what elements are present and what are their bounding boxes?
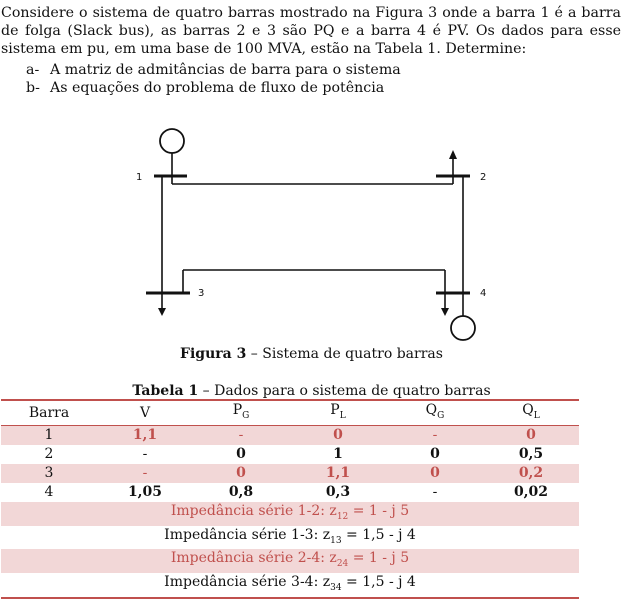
impedance-row — [1, 502, 579, 526]
cell-barra: 3 — [44, 465, 54, 482]
cell-pg: 0 — [236, 446, 246, 463]
cell-pl: 1,1 — [325, 465, 351, 482]
generator-bus-1-icon — [160, 129, 184, 153]
cell-pl: 0 — [333, 427, 343, 444]
four-bus-diagram — [0, 120, 623, 345]
table-row — [1, 445, 579, 464]
figure-caption-label: Figura 3 — [180, 346, 247, 362]
item-label: b- — [26, 80, 40, 96]
load-arrow-bus-4-icon — [441, 308, 449, 316]
generator-bus-4-icon — [451, 316, 475, 340]
figure-caption — [0, 346, 623, 362]
list-item — [26, 79, 401, 97]
cell-v: - — [142, 446, 148, 463]
cell-pl: 0,3 — [325, 484, 351, 501]
impedance-cell: Impedância série 2-4: $z_{24} = 1 - j$ 5 — [170, 550, 410, 570]
cell-pg: 0,8 — [228, 484, 254, 501]
table-header-row — [1, 400, 579, 425]
cell-pl: 1 — [333, 446, 343, 463]
cell-qg: - — [432, 484, 438, 501]
list-item — [26, 61, 401, 79]
bus-label-1: 1 — [136, 172, 143, 183]
bus-label-3: 3 — [198, 288, 205, 299]
figure-caption-text: – Sistema de quatro barras — [246, 346, 443, 362]
impedance-row — [1, 549, 579, 573]
col-pl: $P_L$ — [330, 402, 346, 421]
cell-barra: 4 — [44, 484, 54, 501]
impedance-row — [1, 526, 579, 550]
col-ql: $Q_L$ — [522, 402, 540, 421]
table-row — [1, 425, 579, 445]
table-row — [1, 483, 579, 502]
cell-v: - — [142, 465, 148, 482]
bus-data-table — [1, 399, 579, 599]
item-text: As equações do problema de fluxo de potência — [50, 80, 385, 96]
cell-ql: 0,02 — [513, 484, 549, 501]
question-list — [26, 61, 401, 97]
cell-qg: 0 — [430, 446, 440, 463]
cell-barra: 1 — [44, 427, 54, 444]
impedance-row — [1, 573, 579, 598]
col-v: V — [139, 404, 151, 421]
intro-text: Considere o sistema de quatro barras mostrado na Figura 3 onde a barra 1 é a barra de folga (Slack bus), as barras 2 e 3 são PQ e a barra 4 é PV. Os dados para esse sistema em pu, em uma base de 100 MVA, estão na Tabela 1. Determine: — [1, 5, 621, 57]
bus-label-4: 4 — [480, 288, 487, 299]
col-pg: $P_G$ — [232, 402, 250, 421]
cell-pg: 0 — [236, 465, 246, 482]
cell-v: 1,05 — [127, 484, 163, 501]
table-caption-text: – Dados para o sistema de quatro barras — [198, 383, 491, 399]
load-arrow-bus-3-icon — [158, 308, 166, 316]
cell-qg: - — [432, 427, 438, 444]
cell-qg: 0 — [430, 465, 440, 482]
table-caption — [0, 383, 623, 399]
impedance-cell: Impedância série 3-4: $z_{34} = 1,5 - j$ 4 — [164, 574, 416, 593]
impedance-cell: Impedância série 1-3: $z_{13} = 1,5 - j$ 4 — [164, 526, 416, 546]
load-arrow-bus-2-icon — [449, 150, 457, 159]
col-qg: $Q_G$ — [425, 402, 445, 421]
problem-statement — [1, 4, 621, 58]
cell-pg: - — [238, 427, 244, 444]
table-row — [1, 464, 579, 483]
cell-ql: 0 — [526, 427, 536, 444]
cell-ql: 0,5 — [518, 446, 544, 463]
item-label: a- — [26, 62, 40, 78]
cell-v: 1,1 — [132, 427, 158, 444]
bus-label-2: 2 — [480, 172, 487, 183]
impedance-cell: Impedância série 1-2: $z_{12} = 1 - j$ 5 — [170, 502, 410, 522]
cell-barra: 2 — [44, 446, 54, 463]
col-barra: Barra — [28, 404, 70, 421]
cell-ql: 0,2 — [518, 465, 544, 482]
item-text: A matriz de admitâncias de barra para o sistema — [50, 62, 401, 78]
table-caption-label: Tabela 1 — [132, 383, 199, 399]
